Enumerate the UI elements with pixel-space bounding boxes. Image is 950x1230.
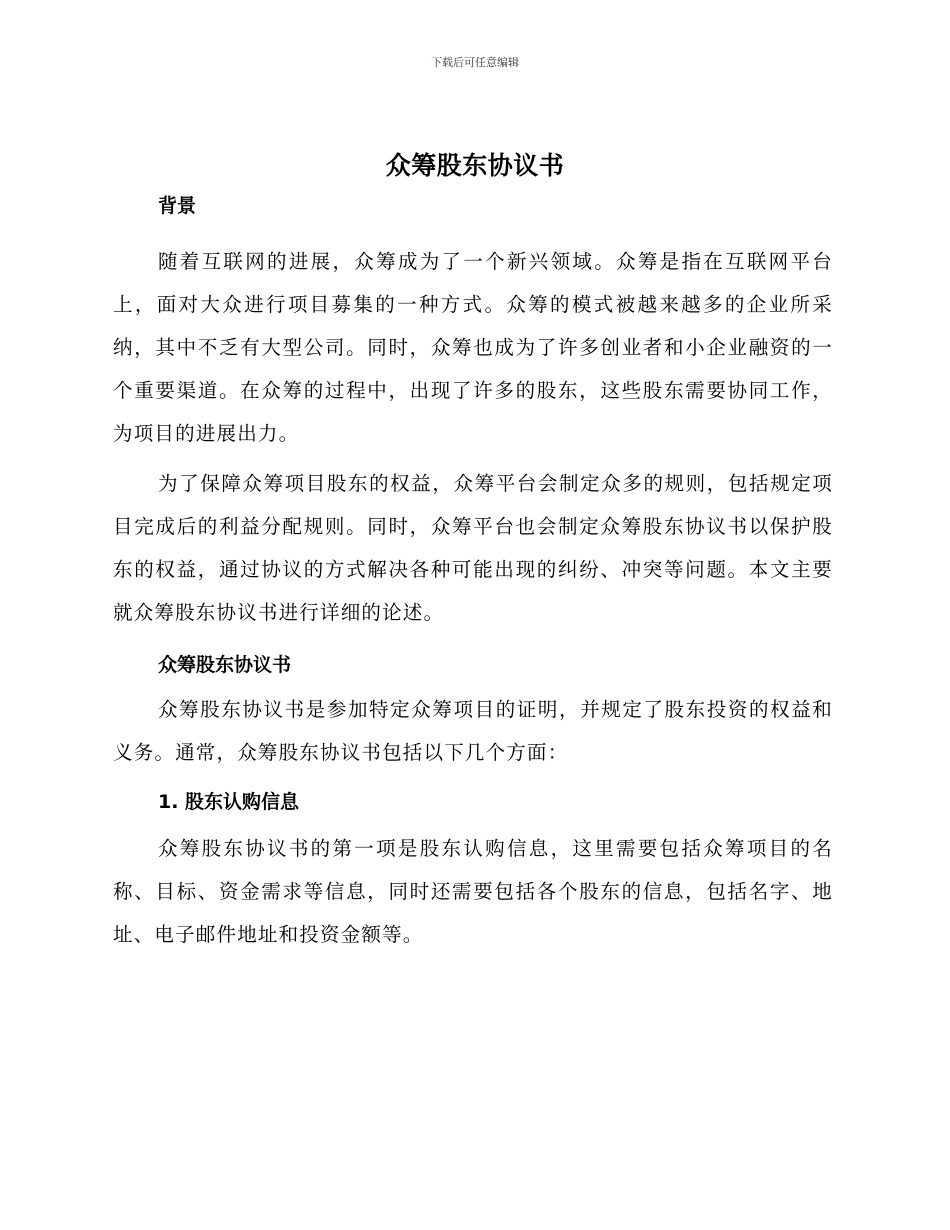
paragraph: 众筹股东协议书的第一项是股东认购信息，这里需要包括众筹项目的名称、目标、资金需求等信息，同时还需要包括各个股东的信息，包括名字、地址、电子邮件地址和投资金额等。 (113, 837, 833, 946)
document-body (113, 190, 833, 956)
header-note: 下载后可任意编辑 (431, 56, 519, 69)
paragraph: 众筹股东协议书是参加特定众筹项目的证明，并规定了股东投资的权益和义务。通常，众筹股东协议书包括以下几个方面： (113, 698, 833, 764)
paragraph: 随着互联网的进展，众筹成为了一个新兴领域。众筹是指在互联网平台上，面对大众进行项目募集的一种方式。众筹的模式被越来越多的企业所采纳，其中不乏有大型公司。同时，众筹也成为了许多创业者和小企业融资的一个重要渠道。在众筹的过程中，出现了许多的股东，这些股东需要协同工作，为项目的进展出力。 (113, 250, 833, 445)
section-heading-agreement: 众筹股东协议书 (158, 654, 292, 676)
paragraph: 为了保障众筹项目股东的权益，众筹平台会制定众多的规则，包括规定项目完成后的利益分配规则。同时，众筹平台也会制定众筹股东协议书以保护股东的权益，通过协议的方式解决各种可能出现的纠纷、冲突等问题。本文主要就众筹股东协议书进行详细的论述。 (113, 472, 833, 624)
document-title: 众筹股东协议书 (385, 151, 565, 180)
section-heading-subscription-info: 1. 股东认购信息 (158, 791, 300, 813)
section-heading-background: 背景 (158, 195, 197, 217)
